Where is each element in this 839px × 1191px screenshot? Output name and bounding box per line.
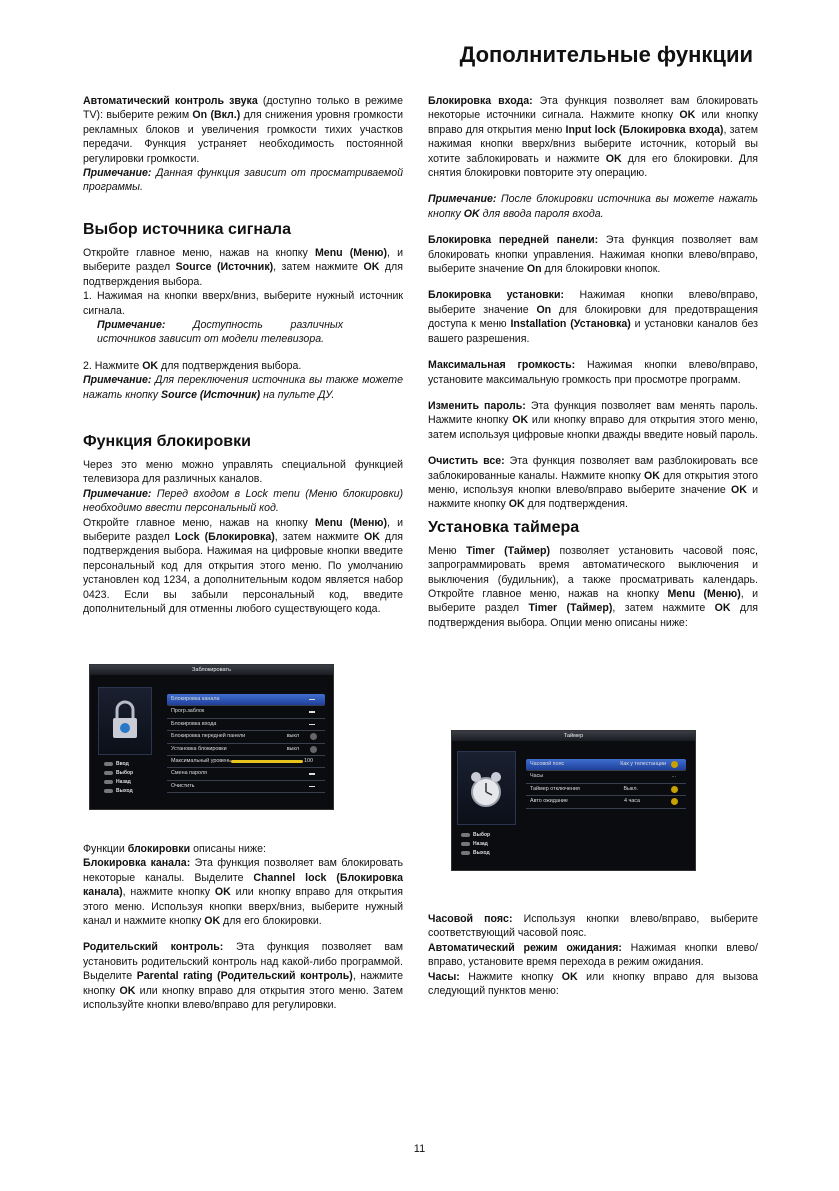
paragraph-source: Откройте главное меню, нажав на кнопку Menu (Меню), и выберите раздел Source (Источник), затем нажмите OK для подтверждения выбора. [83,247,403,288]
paragraph-channel-lock: Блокировка канала: Эта функция позволяет вам блокировать некоторые каналы. Выделите Channel lock (Блокировка канала), нажмите кнопку OK или кнопку вправо для открытия этого меню. Используя кнопки вверх/вниз, выберите нужный канал и нажмите кнопку OK для его блокировки. [83,857,404,928]
lock-menu-title: Заблокировать [90,665,333,675]
left-lock-functions [83,842,403,1012]
paragraph-installation-lock: Блокировка установки: Нажимая кнопки влево/вправо, выберите значение On для блокировки для предотвращения доступа к меню Installation (Установка) и установки каналов без вашего разрешения. [428,289,759,345]
input-lock-note: Примечание: После блокировки источника вы можете нажать кнопку OK для ввода пароля входа. [428,193,758,220]
legend-select: Выбор [461,831,490,840]
heading-lock: Функция блокировки [83,433,251,450]
timer-panel [457,751,516,825]
padlock-icon [99,688,151,754]
lock-item-clear[interactable]: Очистить [167,781,325,793]
source-step-2: 2. Нажмите OK для подтверждения выбора. [83,359,302,372]
paragraph-auto-standby: Автоматический режим ожидания: Нажимая кнопки влево/вправо, установите время перехода в режим ожидания. [428,941,758,969]
info-icon [671,761,678,768]
paragraph-timer: Меню Timer (Таймер) позволяет установить часовой пояс, запрограммировать время автоматического выключения и выключения (будильник), а также просматривать календарь. Откройте главное меню, нажав на кнопку Menu (Меню), и выберите раздел Timer (Таймер), затем нажмите OK для подтверждения выбора. Опции меню описаны ниже: [428,544,759,629]
info-icon [671,786,678,793]
heading-timer: Установка таймера [428,518,580,536]
timer-item-auto-standby[interactable]: Авто ожидание 4 часа [526,796,686,808]
lock-item-input[interactable]: Блокировка входа [167,719,325,731]
lock-item-front-panel[interactable]: Блокировка передней панели выкл [167,731,325,743]
option-icon [310,746,317,753]
paragraph-clear-all: Очистить все: Эта функция позволяет вам разблокировать все заблокированные каналы. Нажмите кнопку OK для открытия этого меню, используя кнопки влево/вправо выберите значение OK и нажмите кнопку OK для подтверждения. [428,455,758,511]
paragraph-auto-volume: Автоматический контроль звука (доступно только в режиме TV): выберите режим On (Вкл.) для снижения уровня громкости рекламных блоков и увеличения громкости тихих участков передачи. Функция устраняет необходимость постоянной регулировки громкости. Примечание: Данная функция зависит от просматриваемой программы. [83,95,403,194]
timer-item-timezone[interactable]: Часовой пояс Как у телестанции [526,759,686,771]
source-note: Примечание: Для переключения источника вы также можете нажать кнопку Source (Источник) на пульте ДУ. [83,374,403,401]
left-column [83,94,403,195]
timer-item-sleep[interactable]: Таймер отключения Выкл. [526,784,686,796]
alarm-clock-icon [458,752,515,824]
option-icon [310,733,317,740]
legend-back: Назад [461,840,490,849]
paragraph-input-lock: Блокировка входа: Эта функция позволяет вам блокировать некоторые источники сигнала. Нажмите кнопку OK или кнопку вправо для открытия меню Input lock (Блокировка входа), затем нажимая кнопки вверх/вниз выберите источник, который вы хотите заблокировать и нажмите OK для его блокировки. Для снятия блокировки повторите эту операцию. [428,95,759,180]
lock-item-installation[interactable]: Установка блокировки выкл [167,744,325,756]
timer-menu-title: Таймер [452,731,695,741]
paragraph-lock-open: Откройте главное меню, нажав на кнопку Menu (Меню), и выберите раздел Lock (Блокировка), затем нажмите OK для подтверждения выбора. Нажимая на цифровые кнопки введите персональный код для открытия этого меню. По умолчанию установлен код 1234, а дополнительным кодом является набор 0423. Если вы забыли персональный код, введите дополнительный для отменны любого существующего кода. [83,516,403,616]
legend-exit: Выход [461,849,490,858]
paragraph-lock-intro: Через это меню можно управлять специальной функцией телевизора для различных каналов. [83,459,403,486]
info-icon [671,798,678,805]
lock-menu-screenshot [89,664,334,810]
left-source-section [83,220,403,402]
timer-menu-legend [461,831,490,858]
lock-menu-legend [104,760,133,796]
paragraph-timezone: Часовой пояс: Используя кнопки влево/вправо, выберите соответствующий часовой пояс. [428,913,758,940]
lock-item-program[interactable]: Прогр.заблок [167,706,325,718]
timer-item-clock[interactable]: Часы ... [526,771,686,783]
lock-item-change-password[interactable]: Смена пароля [167,768,325,780]
paragraph-max-volume: Максимальная громкость: Нажимая кнопки влево/вправо, установите максимальную громкость при просмотре программ. [428,359,759,386]
legend-back: Назад [104,778,133,787]
functions-intro: Функции блокировки описаны ниже: [83,843,266,855]
legend-enter: Ввод [104,760,133,769]
right-timer-options [428,912,758,998]
heading-source: Выбор источника сигнала [83,221,291,238]
volume-slider[interactable] [231,760,303,763]
left-lock-section [83,432,403,616]
right-column [428,94,758,630]
paragraph-parental: Родительский контроль: Эта функция позволяет вам установить родительский контроль над какой-либо программой. Выделите Parental rating (Родительский контроль), нажмите кнопку OK или кнопку вправо для открытия этого меню. Затем используйте кнопки влево/вправо для регулировки. [83,941,404,1012]
lock-note: Примечание: Перед входом в Lock menu (Меню блокировки) необходимо ввести персональный код. [83,487,403,515]
lock-item-max-volume[interactable]: Максимальный уровень 100 [167,756,325,768]
legend-select: Выбор [104,769,133,778]
lock-item-channel[interactable]: Блокировка канала [167,694,325,706]
paragraph-clock: Часы: Нажмите кнопку OK или кнопку вправо для вызова следующий пунктов меню: [428,970,758,998]
legend-exit: Выход [104,787,133,796]
lock-panel [98,687,152,755]
timer-menu-screenshot [451,730,696,871]
paragraph-change-password: Изменить пароль: Эта функция позволяет вам менять пароль. Нажмите кнопку OK или кнопку вправо для открытия этого меню, затем используя цифровые кнопки дважды введите новый пароль. [428,399,758,441]
lock-menu-list [167,694,325,793]
paragraph-front-panel: Блокировка передней панели: Эта функция позволяет вам блокировать кнопки управления. Нажимая кнопки влево/вправо, выберите значение On для блокировки кнопок. [428,234,758,276]
source-step-1-note: Примечание: Доступность различных источников зависит от модели телевизора. [97,319,343,346]
page-title: Дополнительные функции [459,42,753,67]
timer-menu-list [526,759,686,809]
page-number: 11 [413,1143,426,1155]
source-step-1: 1. Нажимая на кнопки вверх/вниз, выберите нужный источник сигнала. [83,290,403,317]
